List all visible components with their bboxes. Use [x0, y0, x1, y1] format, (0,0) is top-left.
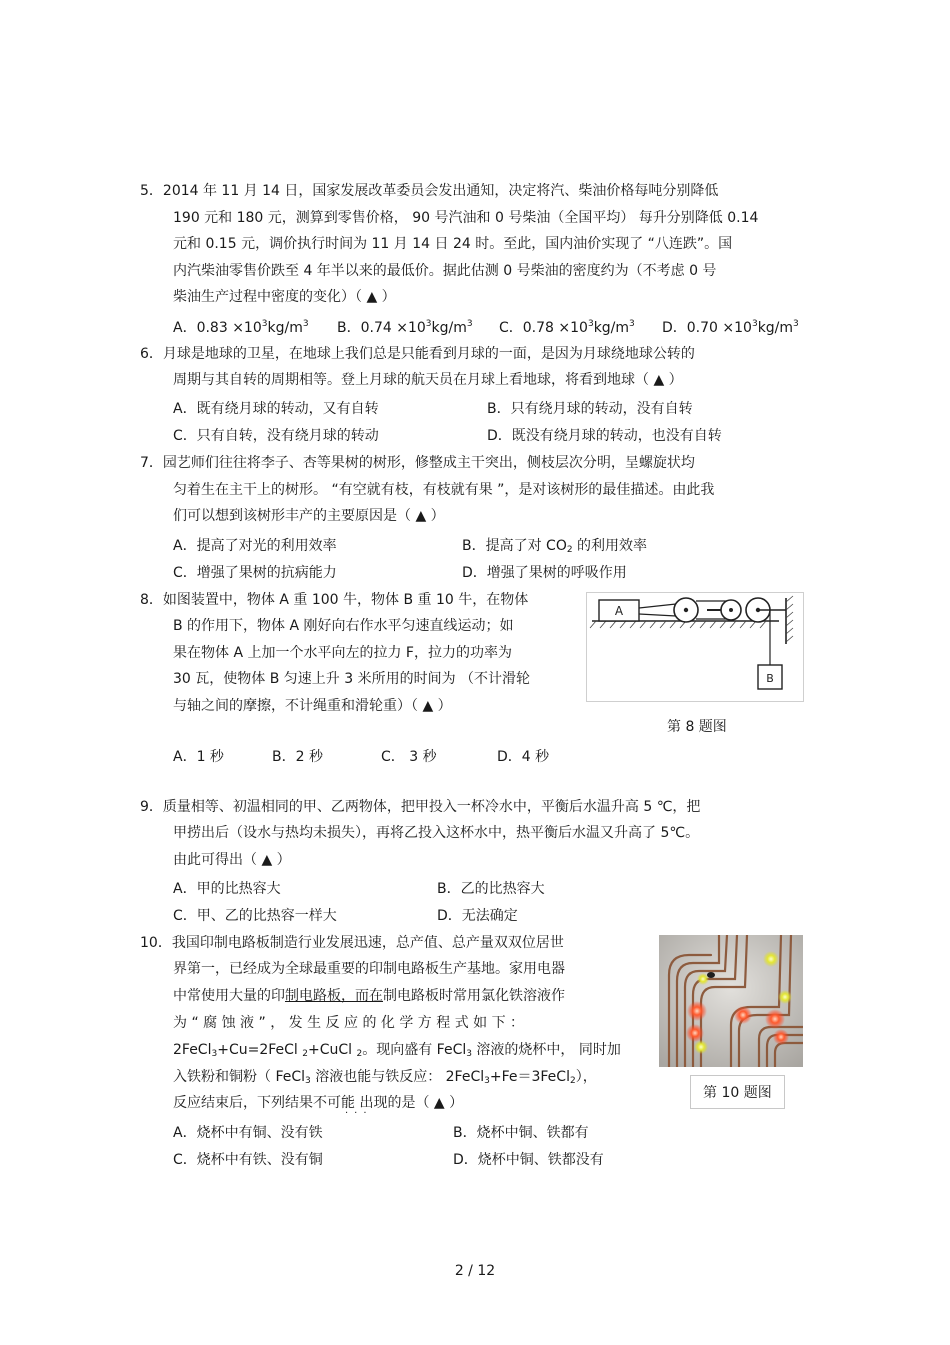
q6-line-1: 6．月球是地球的卫星，在地球上我们总是只能看到月球的一面，是因为月球绕地球公转的 [140, 346, 695, 362]
q5-line-1: 5．2014 年 11 月 14 日，国家发展改革委员会发出通知，决定将汽、柴油价格每吨分别降低 [140, 183, 719, 199]
q8-figure-caption: 第 8 题图 [667, 719, 727, 735]
q8-option-a: A．1 秒 [173, 749, 224, 765]
q6-option-d: D．既没有绕月球的转动，也没有自转 [487, 428, 722, 444]
q5-option-d: D．$0.70 \times 10^3kg/m^3$ [662, 319, 799, 336]
page-number: 2 / 12 [454, 1263, 496, 1279]
q8-option-b: B．2 秒 [272, 749, 323, 765]
q8-line-5: 与轴之间的摩擦，不计绳重和滑轮重）（ ▲ ） [173, 698, 452, 714]
q10-circuit-board-photo [659, 935, 803, 1067]
q7-line-2: 匀着生在主干上的树形。 “有空就有枝，有枝就有果 ”，是对该树形的最佳描述。由此我 [173, 482, 715, 498]
q7-option-a: A．提高了对光的利用效率 [173, 538, 337, 554]
q9-line-2: 甲捞出后（设水与热均未损失），再将乙投入这杯水中，热平衡后水温又升高了 5℃。 [173, 825, 700, 841]
q10-option-c: C．烧杯中有铁、没有铜 [173, 1152, 323, 1168]
q6-option-c: C．只有自转，没有绕月球的转动 [173, 428, 379, 444]
q7-option-b: B．提高了对 $CO_2$ 的利用效率 [462, 538, 648, 555]
q5-line-5: 柴油生产过程中密度的变化）（ ▲ ） [173, 289, 396, 305]
q10-option-a: A．烧杯中有铜、没有铁 [173, 1125, 323, 1141]
q10-option-d: D．烧杯中铜、铁都没有 [453, 1152, 604, 1168]
q5-line-2: 190 元和 180 元，测算到零售价格， 90 号汽油和 0 号柴油（全国平均） 每升分别降低 0.14 [173, 210, 759, 226]
q5-line-3: 元和 0.15 元，调价执行时间为 11 月 14 日 24 时。至此，国内油价实现了 “八连跌”。国 [173, 236, 733, 252]
q5-line-4: 内汽柴油零售价跌至 4 年半以来的最低价。据此估测 0 号柴油的密度约为（不考虑 0 号 [173, 263, 717, 279]
q6-option-b: B．只有绕月球的转动，没有自转 [487, 401, 693, 417]
q7-line-1: 7．园艺师们往往将李子、杏等果树的树形，修整成主干突出，侧枝层次分明，呈螺旋状均 [140, 455, 695, 471]
q9-option-d: D．无法确定 [437, 908, 518, 924]
q10-equation-line: 2FeCl$_3$+Cu=2FeCl $_2$+CuCl $_2$。现向盛有 FeCl$_3$ 溶液的烧杯中， 同时加 [173, 1042, 621, 1059]
q10-line-4: 为 “ 腐 蚀 液 ” ， 发 生 反 应 的 化 学 方 程 式 如 下 ： [173, 1015, 525, 1031]
q9-option-c: C．甲、乙的比热容一样大 [173, 908, 337, 924]
q10-line-2: 界第一，已经成为全球最重要的印制电路板生产基地。家用电器 [173, 961, 565, 977]
q6-option-a: A．既有绕月球的转动，又有自转 [173, 401, 379, 417]
q5-option-a: A．$0.83 \times 10^3kg/m^3$ [173, 319, 309, 336]
q7-option-d: D．增强了果树的呼吸作用 [462, 565, 627, 581]
q6-line-2: 周期与其自转的周期相等。登上月球的航天员在月球上看地球，将看到地球（ ▲ ） [173, 372, 683, 388]
q5-option-b: B．$0.74 \times 10^3kg/m^3$ [337, 319, 473, 336]
q5-option-c: C．$0.78 \times 10^3kg/m^3$ [499, 319, 635, 336]
q8-line-2: B 的作用下，物体 A 刚好向右作水平匀速直线运动；如 [173, 618, 514, 634]
q8-option-d: D．4 秒 [497, 749, 550, 765]
q10-line-3: 中常使用大量的印制电路板，而在制电路板时常用氯化铁溶液作 [173, 988, 565, 1004]
q8-line-1: 8．如图装置中，物体 A 重 100 牛，物体 B 重 10 牛，在物体 [140, 592, 529, 608]
q9-line-3: 由此可得出（ ▲ ） [173, 852, 291, 868]
q7-option-c: C．增强了果树的抗病能力 [173, 565, 337, 581]
q8-block-a-label: A [614, 604, 624, 618]
q8-block-b-label: B [766, 672, 774, 685]
q10-line-6: 入铁粉和铜粉（ FeCl$_3$ 溶液也能与铁反应： 2FeCl$_3$+Fe＝3FeCl$_2$）， [173, 1069, 597, 1086]
q10-figure-caption: 第 10 题图 [690, 1075, 785, 1109]
q9-option-a: A．甲的比热容大 [173, 881, 281, 897]
q8-line-4: 30 瓦，使物体 B 匀速上升 3 米所用的时间为 （不计滑轮 [173, 671, 531, 687]
q10-option-b: B．烧杯中铜、铁都有 [453, 1125, 589, 1141]
q8-line-3: 果在物体 A 上加一个水平向左的拉力 F，拉力的功率为 [173, 645, 512, 661]
q7-line-3: 们可以想到该树形丰产的主要原因是（ ▲ ） [173, 508, 445, 524]
q9-line-1: 9．质量相等、初温相同的甲、乙两物体，把甲投入一杯冷水中，平衡后水温升高 5 ℃，把 [140, 799, 701, 815]
q10-line-1: 10．我国印制电路板制造行业发展迅速，总产值、总产量双双位居世 [140, 935, 564, 951]
q9-option-b: B．乙的比热容大 [437, 881, 545, 897]
emphasis-dots: ··· [345, 1108, 373, 1119]
q10-line-7: 反应结束后，下列结果不可能 出现的是（ ▲ ） [173, 1095, 464, 1111]
q8-option-c: C． 3 秒 [381, 749, 437, 765]
q8-pulley-figure [586, 592, 804, 702]
